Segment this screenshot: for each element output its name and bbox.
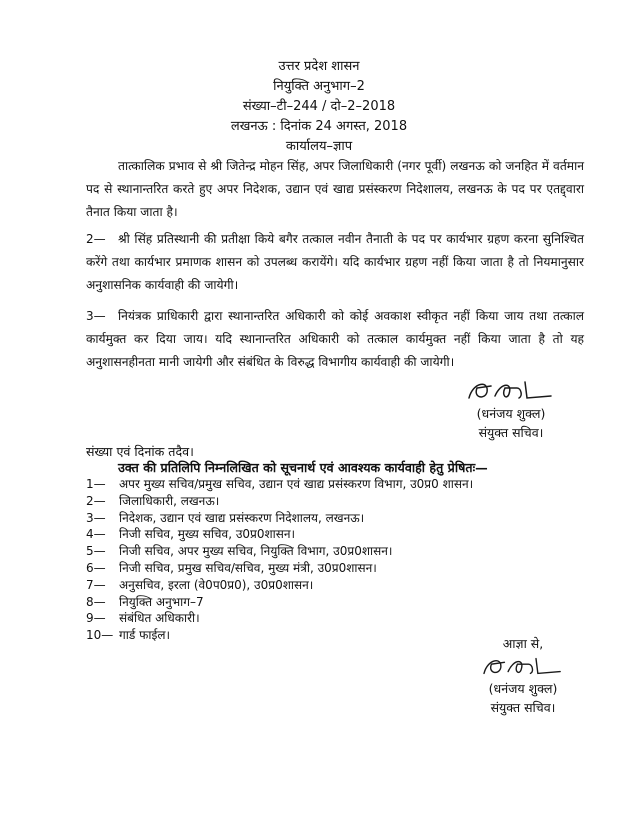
copy-intro: उक्त की प्रतिलिपि निम्नलिखित को सूचनार्थ एवं आवश्यक कार्यवाही हेतु प्रेषितः—: [118, 460, 488, 475]
signature-block-2: [470, 634, 576, 717]
list-item: 3— निदेशक, उद्यान एवं खाद्य प्रसंस्करण निदेशालय, लखनऊ।: [86, 510, 365, 525]
distribution-list: [86, 476, 473, 644]
handwritten-signature-icon: [461, 376, 561, 404]
signature-block-1: [456, 376, 566, 442]
copy-reference: संख्या एवं दिनांक तदैव।: [86, 444, 194, 459]
list-item: 6— निजी सचिव, प्रमुख सचिव/सचिव, मुख्य मंत्री, उ0प्र0शासन।: [86, 560, 377, 575]
reference-number: संख्या–टी–244 / दो–2–2018: [242, 99, 396, 114]
paragraph-3: नियंत्रक प्राधिकारी द्वारा स्थानान्तरित अधिकारी को कोई अवकाश स्वीकृत नहीं किया जाय तथा तत्काल कार्यमुक्त कर दिया जाय। यदि स्थानान्तरित अधिकारी को तत्काल कार्यमुक्त नहीं किया जाता है तो यह अनुशासनहीनता मानी जायेगी और संबंधित के विरुद्ध विभागीय कार्यवाही की जायेगी।: [86, 309, 584, 369]
handwritten-signature-icon: [475, 653, 571, 679]
list-item: 1— अपर मुख्य सचिव/प्रमुख सचिव, उद्यान एवं खाद्य प्रसंस्करण विभाग, उ0प्र0 शासन।: [86, 477, 474, 491]
paragraph-3-number: 3—: [86, 309, 106, 323]
paragraph-2-number: 2—: [86, 232, 106, 246]
paragraph-1: तात्कालिक प्रभाव से श्री जितेन्द्र मोहन सिंह, अपर जिलाधिकारी (नगर पूर्वी) लखनऊ को जनहित में वर्तमान पद से स्थानान्तरित करते हुए अपर निदेशक, उद्यान एवं खाद्य प्रसंस्करण निदेशालय, लखनऊ के पद पर एतद्द्वारा तैनात किया जाता है।: [86, 159, 584, 219]
section-name: नियुक्ति अनुभाग–2: [273, 79, 365, 94]
paragraph-2: श्री सिंह प्रतिस्थानी की प्रतीक्षा किये बगैर तत्काल नवीन तैनाती के पद पर कार्यभार ग्रहण करना सुनिश्चित करेंगे तथा कार्यभार प्रमाणक शासन को उपलब्ध करायेंगे। यदि कार्यभार ग्रहण नहीं किया जाता है तो नियमानुसार अनुशासनिक कार्यवाही की जायेगी।: [86, 232, 584, 292]
list-item: 5— निजी सचिव, अपर मुख्य सचिव, नियुक्ति विभाग, उ0प्र0शासन।: [86, 544, 393, 559]
list-item: 7— अनुसचिव, इरला (वे0प0प्र0), उ0प्र0शासन।: [86, 577, 314, 592]
signatory-name: (धनंजय शुक्ल): [476, 406, 546, 421]
signatory-designation: संयुक्त सचिव।: [490, 700, 556, 715]
by-order-text: आज्ञा से,: [502, 636, 544, 651]
list-item: 4— निजी सचिव, मुख्य सचिव, उ0प्र0शासन।: [86, 527, 296, 542]
list-item: 2— जिलाधिकारी, लखनऊ।: [86, 493, 220, 508]
signatory-designation: संयुक्त सचिव।: [478, 425, 544, 440]
signatory-name: (धनंजय शुक्ल): [488, 681, 558, 696]
list-item: 10— गार्ड फाईल।: [86, 628, 171, 643]
document-type: कार्यालय–ज्ञाप: [285, 139, 353, 154]
list-item: 8— नियुक्ति अनुभाग–7: [86, 594, 204, 609]
place-and-date: लखनऊ : दिनांक 24 अगस्त, 2018: [230, 119, 408, 134]
government-name: उत्तर प्रदेश शासन: [278, 59, 360, 74]
list-item: 9— संबंधित अधिकारी।: [86, 611, 200, 626]
